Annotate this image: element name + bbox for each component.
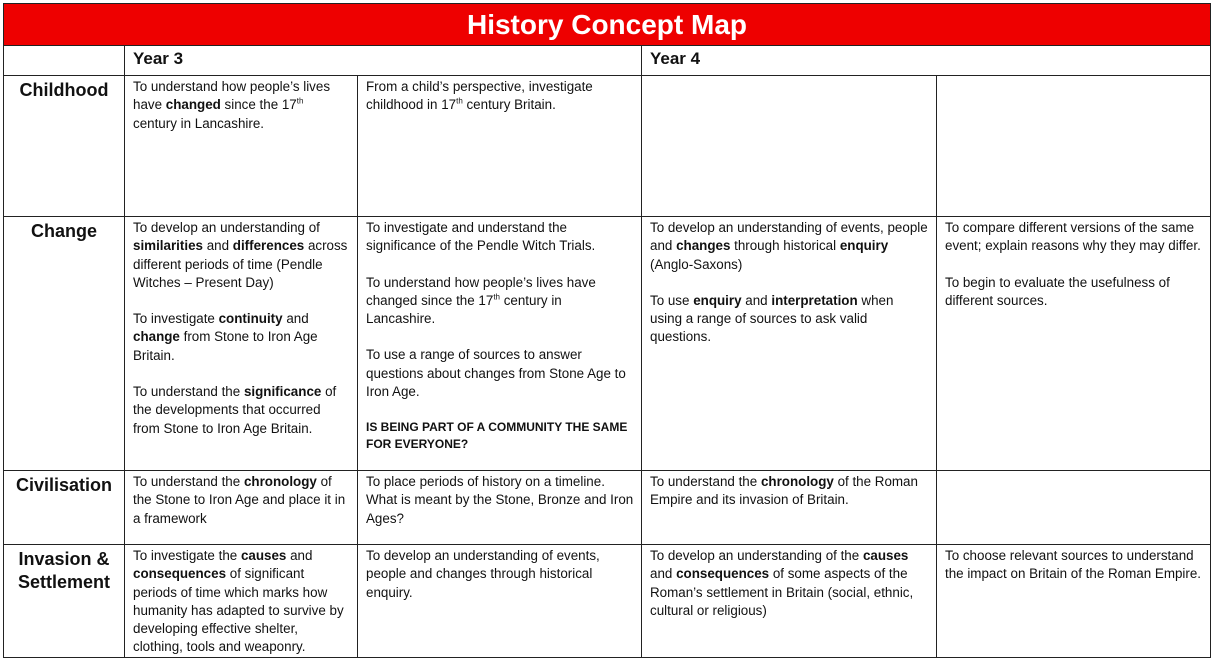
objective-paragraph (133, 78, 350, 133)
objective-text: from Stone to Iron Age Britain. (133, 329, 318, 363)
row-change (4, 217, 1211, 471)
objective-paragraph (133, 310, 350, 365)
objective-text: and (650, 566, 677, 582)
objective-text: through historical (730, 238, 840, 254)
key-term: consequences (676, 566, 770, 582)
year-3-header: Year 3 (125, 46, 642, 76)
objective-cell (358, 76, 642, 217)
objective-cell (642, 471, 937, 545)
objective-paragraph (650, 547, 929, 620)
objective-text: To understand the (650, 474, 761, 489)
title-row (4, 4, 1211, 46)
objective-paragraph (650, 292, 929, 347)
objective-cell (125, 217, 358, 471)
objective-text: To develop an understanding of events, people and (650, 220, 928, 254)
objective-paragraph (133, 547, 350, 657)
objective-paragraph (366, 219, 634, 256)
objective-text: From a child’s perspective, investigate childhood in 17 (366, 79, 593, 113)
objective-text: since the 17 (220, 97, 297, 113)
objective-text: To use a range of sources to answer questions about changes from Stone Age to Iron Age. (366, 347, 626, 400)
key-term: differences (232, 238, 305, 254)
objective-paragraph (945, 219, 1203, 256)
concept-label: Change (4, 217, 125, 471)
year-4-header: Year 4 (642, 46, 1211, 76)
objective-text: when using a range of sources to ask valid questions. (650, 292, 894, 345)
objective-text: century in Lancashire. (366, 292, 562, 327)
concept-label: Civilisation (4, 471, 125, 545)
objective-text: century Britain. (462, 97, 556, 113)
objective-text: and (282, 311, 309, 327)
concept-label: Childhood (4, 76, 125, 217)
objective-text: To investigate (133, 311, 219, 327)
objective-text: To understand the (133, 384, 244, 400)
key-term: causes (862, 548, 909, 563)
objective-cell (125, 76, 358, 217)
objective-text: To choose relevant sources to understand the impact on Britain of the Roman Empire. (945, 548, 1202, 582)
objective-cell (642, 217, 937, 471)
objective-text: (Anglo-Saxons) (650, 256, 743, 272)
row-childhood (4, 76, 1211, 217)
objective-text: To understand how people’s lives have changed since the 17 (366, 274, 596, 308)
objective-paragraph (133, 473, 350, 528)
key-term: change (133, 329, 180, 345)
objective-text: To investigate and understand the significance of the Pendle Witch Trials. (366, 220, 596, 254)
objective-text: To use (650, 292, 694, 308)
title-banner (4, 4, 1211, 46)
objective-paragraph (945, 274, 1203, 311)
year-header-row (4, 46, 1211, 76)
objective-text: and (741, 292, 772, 308)
objective-cell (642, 76, 937, 217)
ordinal-suffix: th (493, 292, 500, 302)
objective-paragraph (366, 346, 634, 401)
objective-text: To compare different versions of the same event; explain reasons why they may differ. (945, 220, 1201, 254)
corner-cell (4, 46, 125, 76)
concept-map-table (3, 3, 1211, 658)
objective-cell (358, 217, 642, 471)
ordinal-suffix: th (296, 96, 304, 106)
key-term: significance (243, 384, 322, 400)
objective-paragraph (650, 473, 929, 510)
objective-text: To understand how people’s lives have (133, 79, 331, 113)
objective-cell (937, 545, 1211, 658)
objective-text: across different periods of time (Pendle Witches – Present Day) (133, 238, 348, 290)
objective-cell (125, 545, 358, 658)
objective-text: and (202, 238, 233, 254)
row-invasion-settlement (4, 545, 1211, 658)
objective-paragraph (133, 219, 350, 292)
objective-text: To develop an understanding of the (650, 548, 863, 563)
objective-text: of the Roman Empire and its invasion of Britain. (650, 474, 918, 508)
key-term: continuity (218, 311, 283, 327)
concept-map-document (3, 3, 1210, 658)
key-term: consequences (133, 566, 227, 582)
objective-text: and (286, 548, 313, 563)
objective-paragraph (366, 419, 634, 453)
objective-text: To understand the (133, 474, 244, 489)
objective-paragraph (650, 219, 929, 274)
row-civilisation (4, 471, 1211, 545)
objective-cell (937, 471, 1211, 545)
key-term: changed (165, 97, 221, 113)
objective-text: To develop an understanding of (133, 220, 320, 235)
key-term: changes (676, 238, 731, 254)
key-term: similarities (133, 238, 203, 254)
objective-text: To develop an understanding of events, people and changes through historical enquiry. (366, 548, 600, 600)
objective-paragraph (366, 473, 634, 528)
objective-cell (358, 471, 642, 545)
key-term: chronology (760, 474, 834, 489)
objective-text: To begin to evaluate the usefulness of different sources. (945, 274, 1170, 308)
objective-text: To investigate the (133, 548, 241, 563)
objective-text: century in Lancashire. (133, 115, 265, 131)
objective-paragraph (366, 274, 634, 329)
key-term: interpretation (771, 292, 858, 308)
objective-paragraph (366, 547, 634, 602)
objective-text: of significant periods of time which marks how humanity has adapted to survive by developing effective shelter, clothing, tools and weaponry. (133, 566, 344, 655)
objective-cell (358, 545, 642, 658)
objective-paragraph (945, 547, 1203, 584)
objective-paragraph (133, 383, 350, 438)
page-title: History Concept Map (466, 8, 748, 40)
objective-cell (937, 76, 1211, 217)
objective-text: of some aspects of the Roman’s settlement in Britain (social, ethnic, cultural or religious) (650, 566, 914, 618)
objective-paragraph (366, 78, 634, 115)
key-term: causes (240, 548, 287, 563)
objective-text: of the Stone to Iron Age and place it in a framework (133, 474, 346, 526)
concept-label: Invasion & Settlement (4, 545, 125, 658)
objective-text: of the developments that occurred from Stone to Iron Age Britain. (133, 384, 337, 436)
key-term: enquiry (839, 238, 889, 254)
key-term: enquiry (693, 292, 742, 308)
enquiry-question: IS BEING PART OF A COMMUNITY THE SAME FOR EVERYONE? (366, 420, 628, 452)
key-term: chronology (243, 474, 317, 489)
objective-cell (125, 471, 358, 545)
ordinal-suffix: th (456, 96, 463, 106)
objective-text: To place periods of history on a timeline. What is meant by the Stone, Bronze and Iron Ages? (366, 474, 634, 526)
objective-cell (937, 217, 1211, 471)
objective-cell (642, 545, 937, 658)
